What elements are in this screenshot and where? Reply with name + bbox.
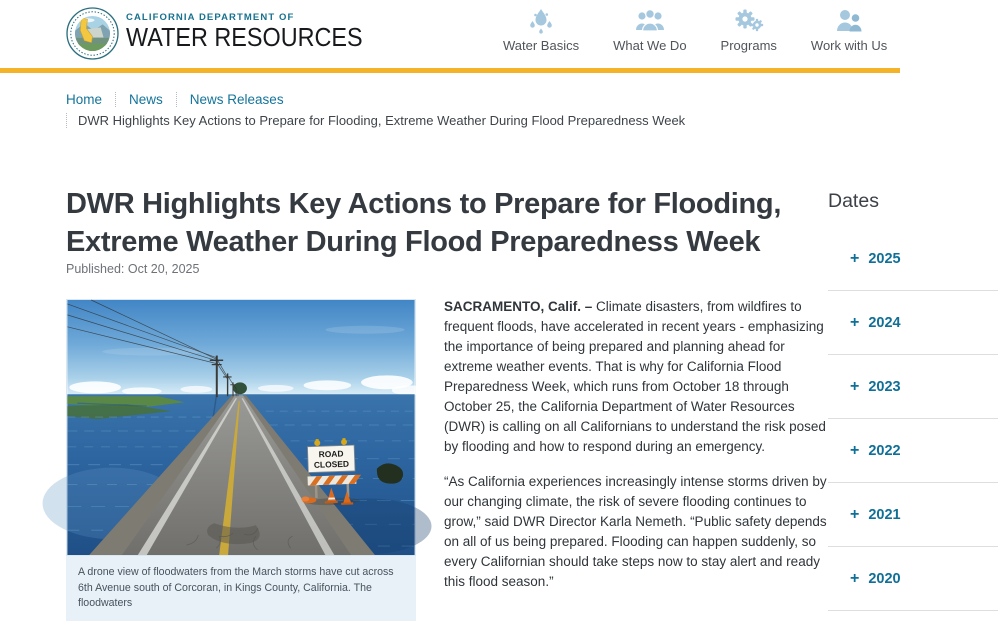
year-accordion-2025[interactable] [828, 227, 998, 291]
paragraph [444, 297, 833, 457]
dates-accordion [828, 227, 998, 611]
breadcrumb [66, 92, 284, 107]
expand-plus-icon: + [850, 505, 860, 523]
water-drops-icon [526, 5, 556, 35]
expand-plus-icon: + [850, 377, 860, 395]
breadcrumb-home[interactable]: Home [66, 92, 103, 107]
dates-sidebar [828, 190, 998, 611]
breadcrumb-current: DWR Highlights Key Actions to Prepare for Flooding, Extreme Weather During Flood Preparedness Week [78, 113, 686, 128]
year-accordion-2020[interactable] [828, 547, 998, 611]
breadcrumb-current-row [66, 113, 685, 128]
nav-label: What We Do [613, 38, 687, 53]
year-label: 2023 [868, 378, 901, 395]
two-people-icon [834, 5, 864, 35]
breadcrumb-news-releases[interactable]: News Releases [189, 92, 284, 107]
year-label: 2022 [868, 442, 901, 459]
expand-plus-icon: + [850, 313, 860, 331]
breadcrumb-separator [66, 113, 67, 128]
dateline: SACRAMENTO, Calif. – [444, 299, 593, 314]
dwr-logo[interactable] [66, 7, 389, 60]
paragraph-text: “As California experiences increasingly intense storms driven by our changing climate, the risk of severe flooding continues to grow,” said DWR Director Karla Nemeth. “Public safety depends on all of us being prepared. Flooding can happen suddenly, so every Californian should take steps now to stay alert and ready this flood season.” [444, 474, 827, 589]
flood-road-photo [66, 299, 416, 556]
nav-item-water-basics[interactable] [486, 5, 596, 53]
article-body [444, 297, 833, 592]
expand-plus-icon: + [850, 569, 860, 587]
top-navigation [486, 5, 904, 53]
dept-name: WATER RESOURCES [126, 22, 363, 52]
nav-label: Programs [720, 38, 777, 53]
year-accordion-2021[interactable] [828, 483, 998, 547]
breadcrumb-news[interactable]: News [129, 92, 163, 107]
expand-plus-icon: + [850, 441, 860, 459]
accent-bar [0, 68, 900, 73]
photo-caption: A drone view of floodwaters from the March storms have cut across 6th Avenue south of Corcoran, in Kings County, California. The floodwaters [66, 556, 416, 621]
page-title: DWR Highlights Key Actions to Prepare for Flooding, Extreme Weather During Flood Preparedness Week [66, 188, 782, 258]
nav-label: Water Basics [503, 38, 580, 53]
dept-line: CALIFORNIA DEPARTMENT OF [126, 12, 295, 23]
article-figure [66, 299, 416, 621]
nav-label: Work with Us [810, 38, 888, 53]
year-accordion-2023[interactable] [828, 355, 998, 419]
year-label: 2021 [868, 506, 901, 523]
dwr-seal-icon [66, 7, 119, 60]
gears-icon [734, 5, 764, 35]
year-label: 2025 [868, 250, 901, 267]
breadcrumb-separator [115, 92, 116, 107]
paragraph [444, 472, 833, 592]
people-group-icon [634, 5, 666, 35]
sidebar-heading: Dates [828, 190, 879, 212]
published-date: Published: Oct 20, 2025 [66, 262, 200, 276]
year-label: 2024 [868, 314, 901, 331]
year-accordion-2024[interactable] [828, 291, 998, 355]
logo-text [126, 7, 389, 50]
nav-item-work-with-us[interactable] [794, 5, 904, 53]
svg-text:ROAD: ROAD [318, 448, 344, 460]
expand-plus-icon: + [850, 249, 860, 267]
nav-item-programs[interactable] [704, 5, 794, 53]
breadcrumb-separator [176, 92, 177, 107]
year-accordion-2022[interactable] [828, 419, 998, 483]
site-header [0, 0, 900, 68]
year-label: 2020 [868, 570, 901, 587]
paragraph-text: Climate disasters, from wildfires to frequent floods, have accelerated in recent years - emphasizing the importance of being prepared and planning ahead for extreme weather events. That is why for California Flood Preparedness Week, which runs from October 18 through October 25, the California Department of Water Resources (DWR) is calling on all Californians to understand the risk posed by flooding and how to respond during an emergency. [444, 299, 826, 454]
nav-item-what-we-do[interactable] [596, 5, 703, 53]
svg-text:CLOSED: CLOSED [313, 458, 350, 470]
